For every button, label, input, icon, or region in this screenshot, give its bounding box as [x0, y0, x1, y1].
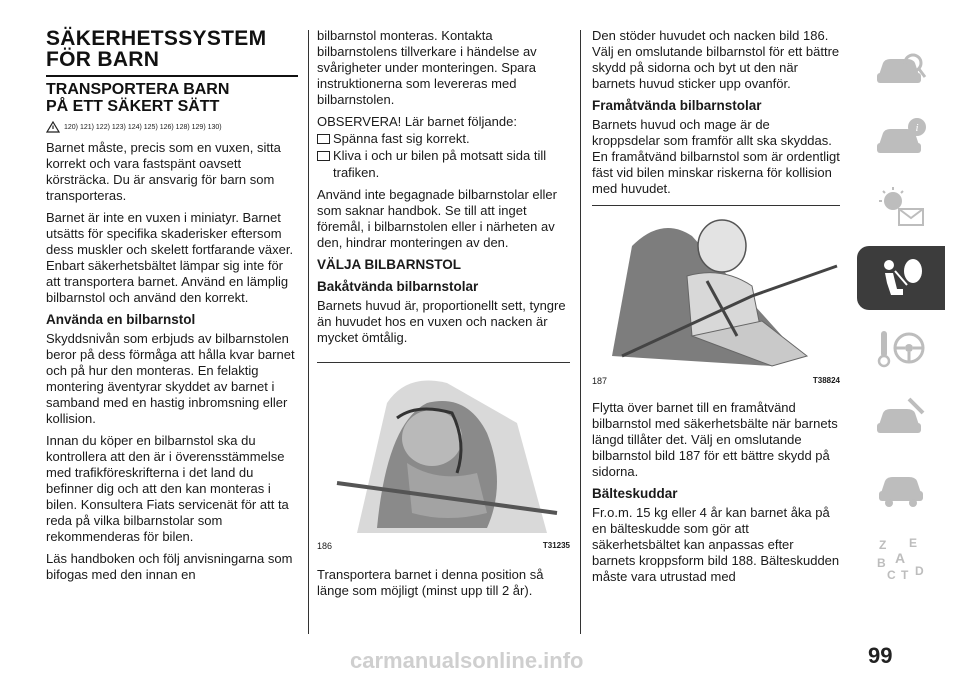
warning-light-mail-icon [873, 185, 929, 231]
sidebar-item-warning-lights[interactable] [857, 176, 945, 240]
figure-code: T31235 [542, 541, 570, 550]
warning-triangle-icon [46, 121, 60, 133]
car-search-icon [873, 45, 929, 91]
warning-references: 120) 121) 122) 123) 124) 125) 126) 128) 129) 130) [46, 121, 298, 133]
paragraph: bilbarnstol monteras. Kontakta bilbarnstolens tillverkare i händelse av svårigheter under monteringen. Spara instruktionerna som levereras med bilbarnstolen. [317, 28, 537, 107]
title-divider [46, 75, 298, 77]
section-title: TRANSPORTERA BARN PÅ ETT SÄKERT SÄTT [46, 81, 230, 115]
index-letter: B [877, 556, 886, 570]
sidebar-item-emergency[interactable] [857, 386, 945, 450]
paragraph: Skyddsnivån som erbjuds av bilbarnstolen beror på dess förmåga att hålla kvar barnet och på hur den monteras. En felaktig montering äventyrar skyddet av barnet i samband med en hastig inbromsning eller kollision. [46, 331, 295, 426]
column-2 [317, 28, 570, 605]
car-info-icon [873, 115, 929, 161]
heading: VÄLJA BILBARNSTOL [317, 257, 462, 272]
heading: Framåtvända bilbarnstolar [592, 98, 762, 113]
index-letter: E [909, 536, 918, 550]
checkbox-bullet-icon [317, 134, 330, 144]
sidebar-item-car-info[interactable] [857, 106, 945, 170]
index-letter: T [901, 568, 909, 581]
index-letter: C [887, 568, 896, 581]
key-steering-icon [873, 325, 929, 371]
paragraph: Den stöder huvudet och nacken bild 186. Välj en omslutande bilbarnstol för ett bättre skydd på sidorna och byt ut den när barnets huvud sticker upp ovanför. [592, 28, 840, 91]
figure-187 [592, 205, 840, 386]
figure-caption [317, 541, 570, 551]
heading: Använda en bilbarnstol [46, 312, 196, 327]
paragraph: Barnets huvud är, proportionellt sett, tyngre än huvudet hos en vuxen och nacken är mycket ömtålig. [317, 298, 566, 345]
page-title: SÄKERHETSSYSTEM FÖR BARN [46, 27, 267, 71]
figure-number: 187 [592, 376, 608, 386]
forward-facing-child-seat-illustration [592, 206, 840, 374]
column-divider [308, 30, 309, 634]
paragraph: Fr.o.m. 15 kg eller 4 år kan barnet åka på en bälteskudde som gör att säkerhetsbältet kan anpassas efter barnets kroppsform bild 188. Bälteskudden måste vara utrustad med [592, 505, 840, 584]
watermark: carmanualsonline.info [350, 648, 584, 673]
heading: Bälteskuddar [592, 486, 678, 501]
index-letter: A [895, 550, 906, 566]
page-number: 99 [868, 643, 893, 668]
sidebar-item-safety[interactable] [857, 246, 945, 310]
chapter-sidebar [857, 36, 945, 596]
paragraph: Barnet måste, precis som en vuxen, sitta korrekt och vara fastspänt oavsett körsträcka. Du är ansvarig för barn som transporteras. [46, 140, 281, 203]
list-item: Kliva i och ur bilen på motsatt sida till trafiken. [317, 147, 570, 181]
column-3 [592, 28, 840, 591]
sidebar-item-specifications[interactable] [857, 456, 945, 520]
figure-caption [592, 376, 840, 386]
paragraph: Använd inte begagnade bilbarnstolar eller som saknar handbok. Se till att inget föremål, i bilbarnstolen eller i närheten av den, hindrar monteringen av den. [317, 187, 557, 250]
checkbox-bullet-icon [317, 151, 330, 161]
column-1 [46, 28, 298, 589]
sidebar-item-index[interactable] [857, 526, 945, 590]
wrench-car-icon [873, 395, 929, 441]
airbag-person-icon [873, 255, 929, 301]
paragraph: Transportera barnet i denna position så länge som möjligt (minst upp till 2 år). [317, 567, 544, 598]
paragraph: Flytta över barnet till en framåtvänd bilbarnstol med säkerhetsbälte när barnets längd tillåter det. Välj en omslutande bilbarnstol bild 187 för ett bättre skydd på sidorna. [592, 400, 838, 479]
paragraph: Läs handboken och följ anvisningarna som bifogas med den innan en [46, 551, 293, 582]
figure-code: T38824 [812, 376, 840, 385]
figure-186 [317, 362, 570, 551]
svg-text:i: i [915, 122, 919, 134]
car-specs-icon [873, 465, 929, 511]
sidebar-item-car-search[interactable] [857, 36, 945, 100]
rear-facing-child-seat-illustration [317, 363, 570, 539]
paragraph: Innan du köper en bilbarnstol ska du kontrollera att den är i överensstämmelse med trafikföreskrifterna i det land du befinner dig och att den kan monteras i bilen. Konsultera Fiats servicenät för att ta reda på vilka bilbarnstolar som rekommenderas för bilen. [46, 433, 289, 544]
heading: Bakåtvända bilbarnstolar [317, 279, 479, 294]
list-item: Spänna fast sig korrekt. [317, 130, 570, 147]
paragraph: Barnets huvud och mage är de kroppsdelar som framför allt ska skyddas. En framåtvänd bilbarnstol som är ordentligt fäst vid bilen minskar riskerna för kollision med huvudet. [592, 117, 840, 196]
figure-number: 186 [317, 541, 333, 551]
column-divider [580, 30, 581, 634]
alphabet-index-icon [873, 535, 929, 581]
sidebar-item-starting-driving[interactable] [857, 316, 945, 380]
index-letter: Z [879, 538, 887, 552]
paragraph: Barnet är inte en vuxen i miniatyr. Barnet utsätts för specifika skaderisker eftersom dess muskler och skelett fortfarande växer. Enbart säkerhetsbältet lämpar sig inte för att transportera barnet. Använd en lämplig bilbarnstol och använd den korrekt. [46, 210, 294, 305]
index-letter: D [915, 564, 924, 578]
paragraph: OBSERVERA! Lär barnet följande: [317, 114, 517, 129]
